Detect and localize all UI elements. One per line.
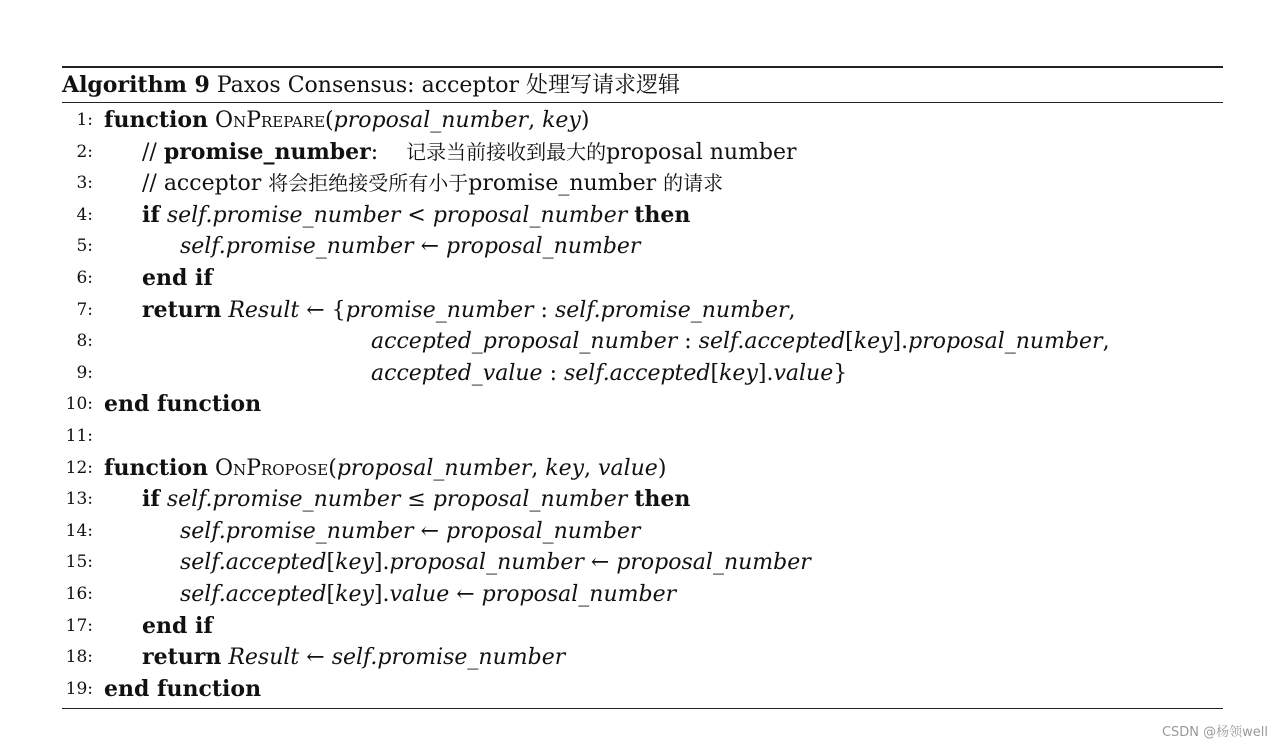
keyword: if: [142, 201, 160, 228]
code-text: :: [677, 329, 699, 355]
math-identifier: self.accepted: [563, 360, 711, 386]
code-text: [: [326, 581, 336, 607]
math-identifier: self.promise_number: [180, 234, 414, 260]
code-text: ←: [449, 581, 482, 607]
line-code: [180, 231, 640, 263]
line-code: [142, 484, 690, 516]
code-text: ].: [373, 581, 390, 607]
keyword: if: [142, 486, 160, 513]
math-identifier: self.promise_number: [166, 487, 401, 513]
line-code: [104, 389, 261, 421]
math-identifier: key: [542, 108, 581, 133]
code-text: ,: [1102, 329, 1110, 355]
code-text: 的请求: [663, 171, 724, 196]
code-line: [62, 579, 1223, 611]
keyword: return: [142, 296, 222, 323]
code-line: [62, 200, 1223, 232]
line-number: 18:: [65, 647, 93, 668]
code-lines: [62, 103, 1223, 705]
code-text: ←: [299, 645, 332, 671]
math-identifier: accepted_value: [371, 360, 543, 386]
code-text: ←: [583, 550, 617, 576]
code-text: 将会拒绝接受所有小于: [268, 171, 469, 196]
math-identifier: self.promise_number: [180, 518, 414, 544]
line-code: [180, 516, 640, 548]
code-text: ←: [413, 234, 446, 260]
code-line: [62, 389, 1223, 421]
code-text: [: [326, 550, 336, 576]
line-code: [142, 295, 796, 327]
line-code: [142, 611, 213, 643]
math-identifier: value: [598, 455, 658, 481]
keyword: then: [634, 201, 691, 228]
code-line: [62, 611, 1223, 643]
line-code: [142, 168, 723, 200]
keyword: end function: [104, 391, 262, 418]
line-code: [104, 105, 589, 137]
code-line: [62, 168, 1223, 200]
code-text: :: [533, 297, 555, 323]
line-number: 5:: [76, 236, 93, 257]
math-identifier: self.promise_number: [554, 297, 789, 323]
code-text: ): [657, 455, 667, 481]
algorithm-caption: [62, 68, 1223, 102]
line-number: 6:: [76, 267, 93, 288]
bottom-rule: [62, 708, 1223, 709]
code-text: proposal number: [606, 139, 797, 165]
line-number: 9:: [76, 362, 93, 383]
code-line: [62, 263, 1223, 295]
code-text: ].: [373, 550, 390, 576]
code-text: [160, 487, 167, 512]
code-line: [62, 295, 1223, 327]
code-text: 记录当前接收到最大的: [406, 139, 607, 164]
math-identifier: value: [773, 360, 834, 386]
code-text: [208, 456, 215, 481]
line-number: 19:: [65, 678, 93, 699]
line-code: [142, 200, 690, 232]
code-text: ,: [531, 455, 546, 481]
code-text: [: [845, 329, 854, 355]
math-identifier: self.accepted: [180, 581, 327, 607]
math-identifier: Result: [228, 297, 300, 323]
algorithm-title: Paxos Consensus: acceptor 处理写请求逻辑: [216, 73, 681, 98]
code-text: ,: [528, 108, 543, 133]
code-text: [: [710, 360, 720, 386]
code-text: (: [328, 455, 337, 481]
watermark: CSDN @杨领well: [1161, 725, 1268, 740]
math-identifier: proposal_number: [616, 550, 811, 576]
math-identifier: proposal_number: [481, 581, 677, 607]
math-identifier: promise_number: [345, 297, 534, 323]
math-identifier: key: [335, 550, 374, 576]
keyword: return: [142, 644, 222, 671]
code-text: // acceptor: [142, 171, 269, 197]
math-identifier: key: [719, 360, 758, 386]
math-identifier: self.promise_number: [331, 645, 566, 671]
algorithm-label: Algorithm 9: [62, 72, 210, 98]
code-text: [160, 203, 167, 228]
keyword: end if: [142, 612, 213, 639]
code-line: [62, 516, 1223, 548]
code-text: ): [580, 108, 590, 133]
math-identifier: self.accepted: [180, 550, 327, 576]
line-code: [104, 674, 261, 706]
code-text: [208, 108, 215, 133]
line-number: 11:: [65, 425, 93, 446]
math-identifier: value: [389, 581, 450, 607]
line-number: 17:: [65, 615, 93, 636]
line-number: 13:: [65, 489, 93, 510]
math-identifier: proposal_number: [446, 234, 641, 260]
line-number: 4:: [76, 204, 93, 225]
line-number: 7:: [76, 299, 93, 320]
code-text: ].: [892, 329, 909, 355]
line-code: [142, 137, 797, 169]
keyword: end if: [142, 264, 213, 291]
math-identifier: proposal_number: [432, 202, 628, 228]
keyword: function: [104, 107, 209, 133]
keyword: promise_number: [163, 138, 371, 165]
code-line: [62, 484, 1223, 516]
code-text: ].: [757, 360, 774, 386]
code-line: [62, 105, 1223, 137]
code-text: :: [370, 139, 407, 165]
code-line: [62, 453, 1223, 485]
code-line: [62, 547, 1223, 579]
line-code: [371, 326, 1110, 358]
code-text: ←: [413, 518, 446, 544]
code-line: [62, 137, 1223, 169]
keyword: end function: [104, 675, 262, 702]
line-number: 10:: [65, 394, 93, 415]
line-number: 15:: [65, 552, 93, 573]
math-identifier: proposal_number: [336, 455, 532, 481]
math-identifier: self.accepted: [698, 329, 846, 355]
code-line: [62, 642, 1223, 674]
math-identifier: key: [335, 581, 374, 607]
algorithm-block: [62, 66, 1223, 709]
line-number: 2:: [76, 141, 93, 162]
math-identifier: proposal_number: [446, 518, 641, 544]
math-identifier: proposal_number: [908, 329, 1103, 355]
code-text: ← {: [299, 297, 346, 323]
line-number: 8:: [76, 331, 93, 352]
code-line: [62, 358, 1223, 390]
code-text: ,: [788, 297, 796, 323]
line-number: 14:: [65, 520, 93, 541]
line-code: [142, 642, 565, 674]
math-identifier: accepted_proposal_number: [371, 329, 678, 355]
keyword: function: [104, 454, 209, 481]
math-identifier: proposal_number: [389, 550, 584, 576]
line-code: [104, 453, 666, 485]
keyword: then: [634, 486, 691, 513]
line-number: 1:: [76, 110, 93, 130]
line-number: 16:: [65, 583, 93, 604]
code-text: <: [400, 202, 433, 228]
code-text: ,: [584, 455, 599, 481]
math-identifier: key: [853, 329, 893, 355]
code-line: [62, 421, 1223, 453]
math-identifier: self.promise_number: [166, 202, 401, 228]
procedure-name: OnPropose: [215, 455, 329, 481]
math-identifier: proposal_number: [432, 487, 628, 513]
line-code: [180, 579, 676, 611]
math-identifier: Result: [228, 645, 300, 671]
code-text: (: [325, 108, 334, 133]
code-line: [62, 326, 1223, 358]
math-identifier: proposal_number: [333, 108, 529, 133]
math-identifier: key: [545, 455, 585, 481]
line-number: 3:: [76, 173, 93, 194]
code-text: ≤: [400, 487, 433, 513]
code-line: [62, 674, 1223, 706]
line-code: [371, 358, 847, 390]
line-number: 12:: [65, 457, 93, 478]
line-code: [142, 263, 213, 295]
code-text: promise_number: [468, 171, 664, 197]
procedure-name: OnPrepare: [215, 108, 326, 133]
code-text: }: [833, 360, 848, 386]
line-code: [180, 547, 811, 579]
code-text: //: [142, 139, 164, 165]
code-text: :: [542, 360, 564, 386]
code-line: [62, 231, 1223, 263]
